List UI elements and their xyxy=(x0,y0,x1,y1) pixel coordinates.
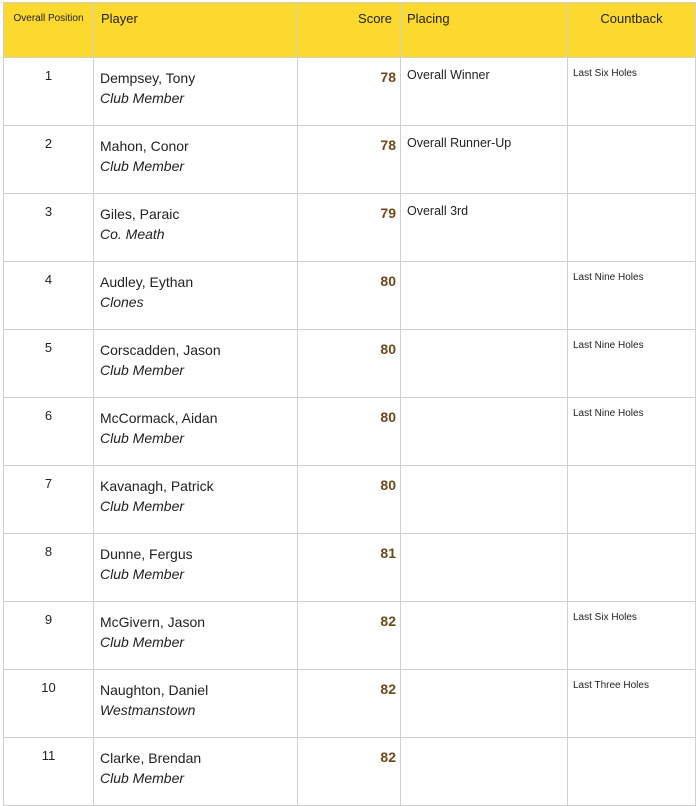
countback-cell: Last Nine Holes xyxy=(568,330,696,398)
countback-cell xyxy=(568,738,696,806)
player-cell xyxy=(94,398,298,466)
placing-cell xyxy=(401,398,568,466)
player-name: Audley, Eythan xyxy=(100,274,194,290)
player-name: McGivern, Jason xyxy=(100,614,206,630)
player-cell xyxy=(94,194,298,262)
table-body xyxy=(4,58,696,806)
score-cell: 78 xyxy=(298,58,401,126)
placing-cell xyxy=(401,738,568,806)
countback-cell xyxy=(568,194,696,262)
table-row xyxy=(4,330,696,398)
placing-cell: Overall Winner xyxy=(401,58,568,126)
score-cell: 82 xyxy=(298,738,401,806)
countback-cell: Last Nine Holes xyxy=(568,398,696,466)
table-row xyxy=(4,398,696,466)
player-cell xyxy=(94,466,298,534)
placing-cell xyxy=(401,466,568,534)
player-cell xyxy=(94,126,298,194)
player-cell xyxy=(94,670,298,738)
score-cell: 80 xyxy=(298,466,401,534)
score-cell: 80 xyxy=(298,398,401,466)
countback-cell: Last Nine Holes xyxy=(568,262,696,330)
player-cell xyxy=(94,330,298,398)
countback-cell: Last Six Holes xyxy=(568,58,696,126)
player-cell xyxy=(94,262,298,330)
player-club: Club Member xyxy=(100,634,185,650)
player-name: Naughton, Daniel xyxy=(100,682,209,698)
results-table xyxy=(3,2,696,806)
player-club: Club Member xyxy=(100,566,185,582)
column-header-placing[interactable]: Placing xyxy=(401,3,568,58)
column-header-score[interactable]: Score xyxy=(298,3,401,58)
table-row xyxy=(4,534,696,602)
player-name: Mahon, Conor xyxy=(100,138,189,154)
placing-cell xyxy=(401,602,568,670)
table-row xyxy=(4,602,696,670)
placing-cell xyxy=(401,262,568,330)
player-name: Clarke, Brendan xyxy=(100,750,202,766)
table-row xyxy=(4,738,696,806)
player-name: Giles, Paraic xyxy=(100,206,180,222)
position-cell: 6 xyxy=(4,398,94,466)
player-name: Dunne, Fergus xyxy=(100,546,193,562)
position-cell: 4 xyxy=(4,262,94,330)
position-cell: 8 xyxy=(4,534,94,602)
score-cell: 81 xyxy=(298,534,401,602)
position-cell: 2 xyxy=(4,126,94,194)
player-club: Club Member xyxy=(100,770,185,786)
table-header-row xyxy=(4,3,696,58)
player-club: Club Member xyxy=(100,430,185,446)
player-name: Corscadden, Jason xyxy=(100,342,221,358)
placing-cell: Overall 3rd xyxy=(401,194,568,262)
table-row xyxy=(4,262,696,330)
player-cell xyxy=(94,738,298,806)
player-club: Co. Meath xyxy=(100,226,165,242)
player-club: Club Member xyxy=(100,158,185,174)
position-cell: 7 xyxy=(4,466,94,534)
player-club: Club Member xyxy=(100,498,185,514)
player-cell xyxy=(94,602,298,670)
countback-cell: Last Six Holes xyxy=(568,602,696,670)
placing-cell: Overall Runner-Up xyxy=(401,126,568,194)
player-cell xyxy=(94,58,298,126)
placing-cell xyxy=(401,534,568,602)
table-row xyxy=(4,58,696,126)
position-cell: 10 xyxy=(4,670,94,738)
player-club: Club Member xyxy=(100,90,185,106)
player-name: Dempsey, Tony xyxy=(100,70,196,86)
score-cell: 79 xyxy=(298,194,401,262)
countback-cell xyxy=(568,466,696,534)
player-cell xyxy=(94,534,298,602)
position-cell: 9 xyxy=(4,602,94,670)
placing-cell xyxy=(401,670,568,738)
player-club: Club Member xyxy=(100,362,185,378)
position-cell: 5 xyxy=(4,330,94,398)
score-cell: 82 xyxy=(298,670,401,738)
countback-cell xyxy=(568,534,696,602)
table-row xyxy=(4,194,696,262)
score-cell: 78 xyxy=(298,126,401,194)
position-cell: 1 xyxy=(4,58,94,126)
column-header-player[interactable]: Player xyxy=(94,3,298,58)
table-row xyxy=(4,126,696,194)
player-name: McCormack, Aidan xyxy=(100,410,218,426)
countback-cell: Last Three Holes xyxy=(568,670,696,738)
player-club: Clones xyxy=(100,294,144,310)
table-row xyxy=(4,670,696,738)
score-cell: 80 xyxy=(298,330,401,398)
column-header-countback[interactable]: Countback xyxy=(568,3,696,58)
player-name: Kavanagh, Patrick xyxy=(100,478,214,494)
column-header-overall-position[interactable]: Overall Position xyxy=(4,3,94,58)
placing-cell xyxy=(401,330,568,398)
score-cell: 80 xyxy=(298,262,401,330)
position-cell: 11 xyxy=(4,738,94,806)
position-cell: 3 xyxy=(4,194,94,262)
player-club: Westmanstown xyxy=(100,702,196,718)
score-cell: 82 xyxy=(298,602,401,670)
countback-cell xyxy=(568,126,696,194)
table-row xyxy=(4,466,696,534)
